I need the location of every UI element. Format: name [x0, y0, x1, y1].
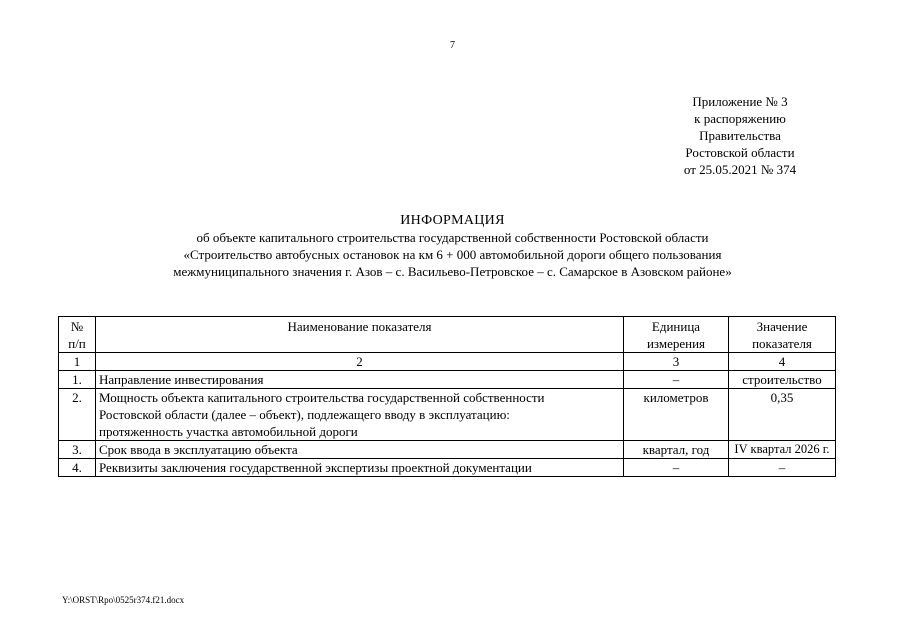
appendix-line: Правительства — [699, 128, 781, 143]
row-value: строительство — [729, 371, 836, 389]
row-num: 1. — [59, 371, 96, 389]
heading-line: «Строительство автобусных остановок на км 6 + 000 автомобильной дороги общего пользования — [183, 247, 722, 262]
header-name: Наименование показателя — [96, 317, 624, 353]
row-unit: – — [624, 459, 729, 477]
table-row — [59, 441, 836, 459]
heading-line: межмуниципального значения г. Азов – с. Васильево-Петровское – с. Самарское в Азовском районе» — [173, 264, 732, 279]
row-value: IV квартал 2026 г. — [729, 441, 836, 459]
document-heading — [40, 212, 865, 280]
appendix-line: к распоряжению — [694, 111, 786, 126]
row-name: Реквизиты заключения государственной экспертизы проектной документации — [96, 459, 624, 477]
column-number: 2 — [96, 353, 624, 371]
row-value: 0,35 — [729, 389, 836, 441]
column-number: 3 — [624, 353, 729, 371]
header-value: Значение показателя — [729, 317, 836, 353]
appendix-note — [640, 93, 840, 178]
column-number: 4 — [729, 353, 836, 371]
row-num: 2. — [59, 389, 96, 441]
row-value: – — [729, 459, 836, 477]
row-name: Направление инвестирования — [96, 371, 624, 389]
table-row — [59, 371, 836, 389]
heading-line: об объекте капитального строительства государственной собственности Ростовской области — [196, 230, 709, 245]
appendix-line: Ростовской области — [685, 145, 795, 160]
column-number-row — [59, 353, 836, 371]
header-unit: Единица измерения — [624, 317, 729, 353]
row-num: 4. — [59, 459, 96, 477]
info-table — [58, 316, 836, 477]
page-number: 7 — [450, 40, 455, 51]
row-unit: квартал, год — [624, 441, 729, 459]
table-header-row — [59, 317, 836, 353]
appendix-line: Приложение № 3 — [692, 94, 788, 109]
table-row — [59, 389, 836, 441]
row-name: Срок ввода в эксплуатацию объекта — [96, 441, 624, 459]
table-row — [59, 459, 836, 477]
row-name: Мощность объекта капитального строительства государственной собственности Ростовской области (далее – объект), подлежащего вводу в эксплуатацию: протяженность участка автомобильной дороги — [96, 389, 624, 441]
document-title: ИНФОРМАЦИЯ — [400, 213, 505, 228]
row-num: 3. — [59, 441, 96, 459]
row-unit: – — [624, 371, 729, 389]
appendix-line: от 25.05.2021 № 374 — [683, 162, 797, 177]
file-path-footer: Y:\ORST\Rpo\0525r374.f21.docx — [62, 595, 185, 605]
row-unit: километров — [624, 389, 729, 441]
header-num: № п/п — [59, 317, 96, 353]
column-number: 1 — [59, 353, 96, 371]
